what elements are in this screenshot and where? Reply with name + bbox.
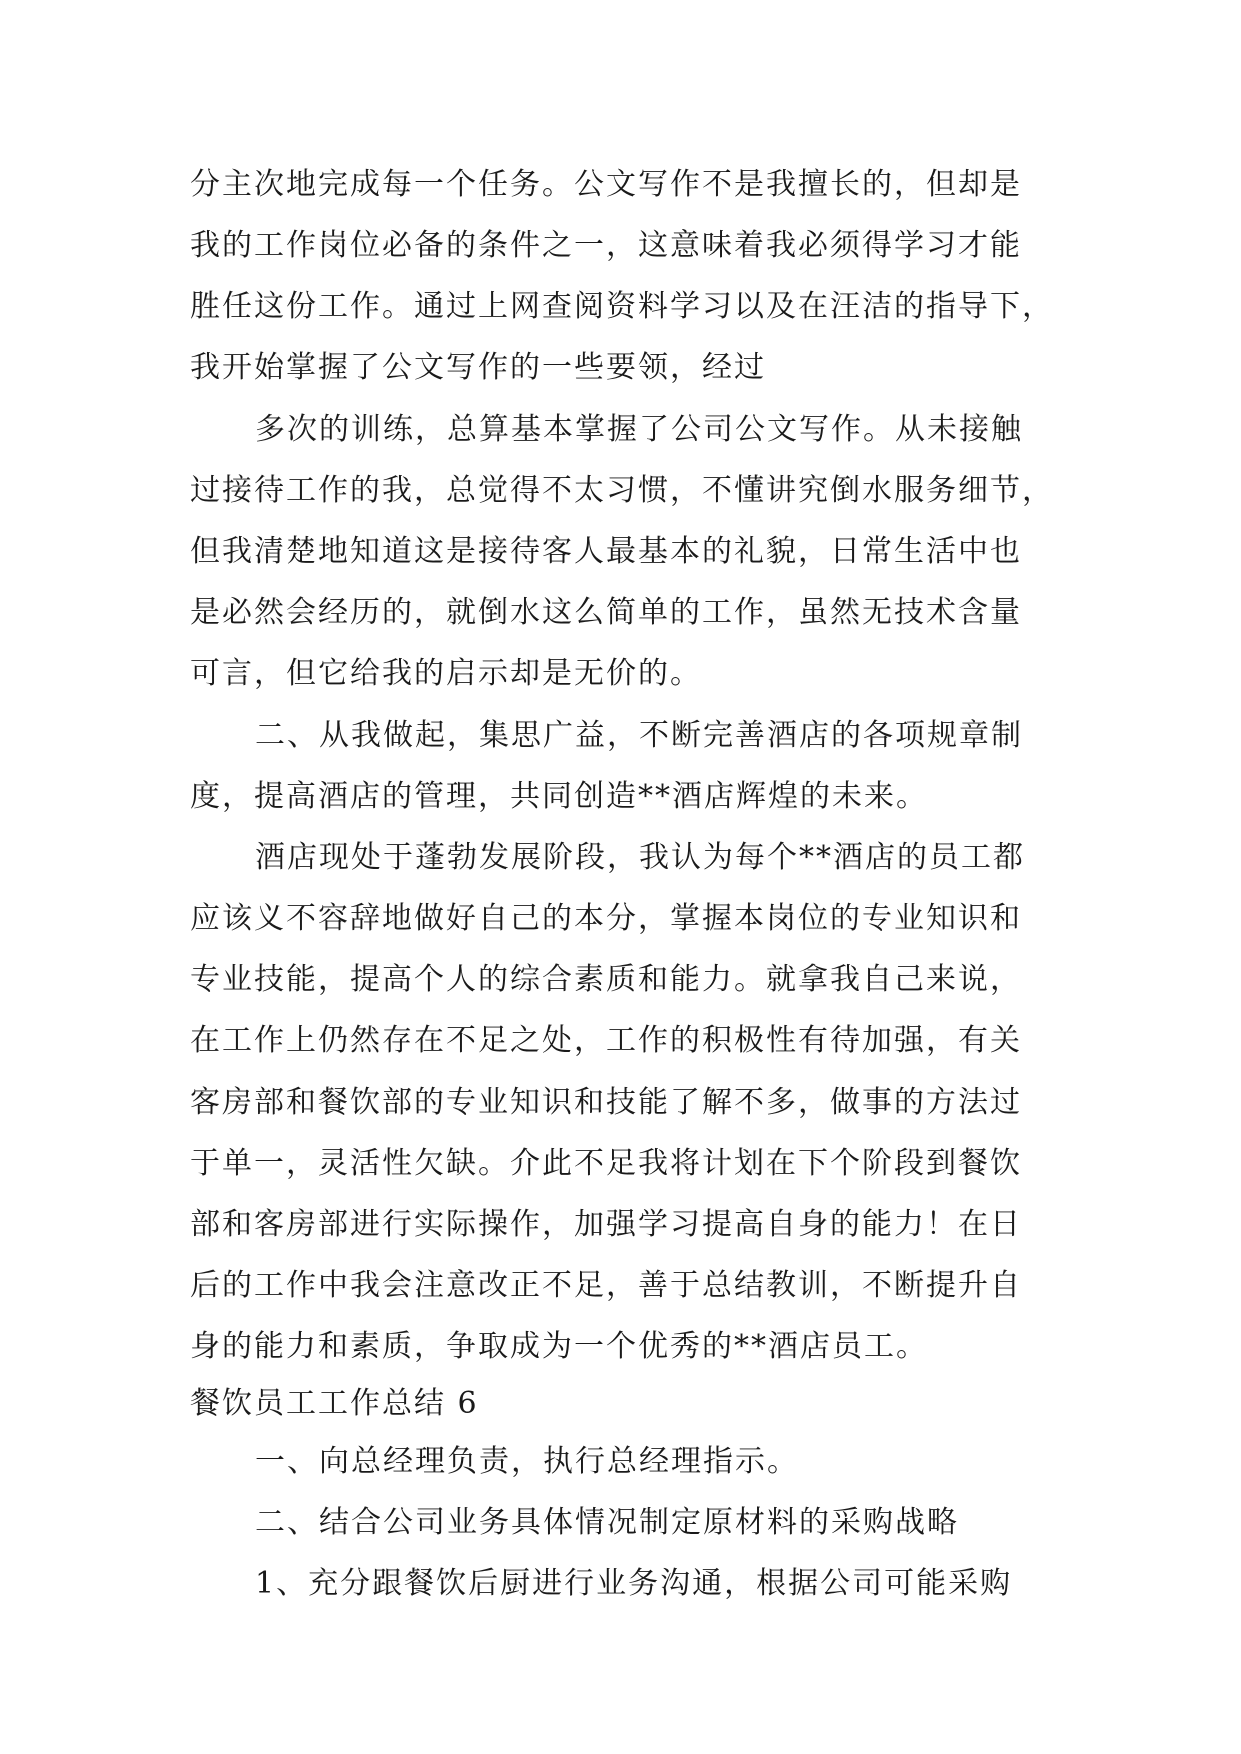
text-line: 后的工作中我会注意改正不足，善于总结教训，不断提升自: [190, 1268, 1022, 1303]
text-line: 在工作上仍然存在不足之处，工作的积极性有待加强，有关: [190, 1023, 1022, 1058]
text-line: 于单一，灵活性欠缺。介此不足我将计划在下个阶段到餐饮: [190, 1146, 1022, 1181]
list-item-2: 二、结合公司业务具体情况制定原材料的采购战略: [255, 1505, 959, 1540]
text-line: 可言，但它给我的启示却是无价的。: [190, 656, 702, 691]
section-heading-2: 二、从我做起，集思广益，不断完善酒店的各项规章制: [255, 718, 1023, 753]
text-line: 身的能力和素质，争取成为一个优秀的**酒店员工。: [190, 1329, 928, 1364]
text-line: 专业技能，提高个人的综合素质和能力。就拿我自己来说，: [190, 962, 1022, 997]
text-line: 分主次地完成每一个任务。公文写作不是我擅长的，但却是: [190, 167, 1022, 202]
sub-list-item-1: 1、充分跟餐饮后厨进行业务沟通，根据公司可能采购: [255, 1566, 1013, 1601]
text-line: 度，提高酒店的管理，共同创造**酒店辉煌的未来。: [190, 779, 928, 814]
text-line: 我开始掌握了公文写作的一些要领，经过: [190, 350, 766, 385]
text-line: 但我清楚地知道这是接待客人最基本的礼貌，日常生活中也: [190, 534, 1022, 569]
text-line: 过接待工作的我，总觉得不太习惯，不懂讲究倒水服务细节，: [190, 473, 1054, 508]
text-line: 部和客房部进行实际操作，加强学习提高自身的能力！在日: [190, 1207, 1022, 1242]
text-line: 应该义不容辞地做好自己的本分，掌握本岗位的专业知识和: [190, 901, 1022, 936]
text-line: 客房部和餐饮部的专业知识和技能了解不多，做事的方法过: [190, 1085, 1022, 1120]
text-line: 我的工作岗位必备的条件之一，这意味着我必须得学习才能: [190, 228, 1022, 263]
paragraph-start-line: 酒店现处于蓬勃发展阶段，我认为每个**酒店的员工都: [255, 840, 1025, 875]
text-line: 是必然会经历的，就倒水这么简单的工作，虽然无技术含量: [190, 595, 1022, 630]
paragraph-start-line: 多次的训练，总算基本掌握了公司公文写作。从未接触: [255, 412, 1023, 447]
text-line: 胜任这份工作。通过上网查阅资料学习以及在汪洁的指导下，: [190, 289, 1054, 324]
document-title: 餐饮员工工作总结 6: [190, 1386, 479, 1421]
list-item-1: 一、向总经理负责，执行总经理指示。: [255, 1444, 799, 1479]
